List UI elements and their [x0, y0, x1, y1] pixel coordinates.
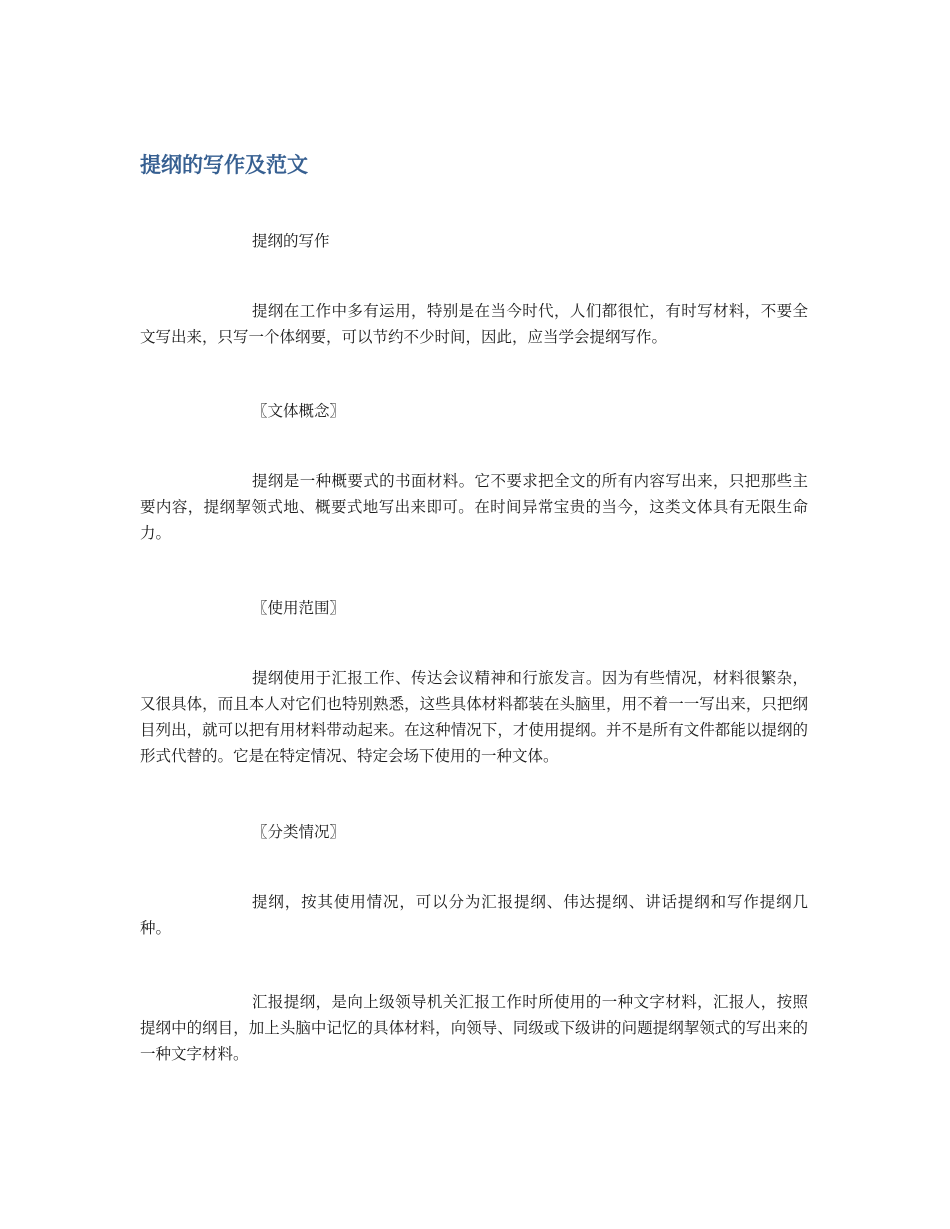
- section-heading-writing: 提纲的写作: [252, 232, 330, 250]
- page-title: 提纲的写作及范文: [140, 153, 308, 177]
- intro-paragraph: 提纲在工作中多有运用，特别是在当今时代，人们都很忙，有时写材料，不要全文写出来，只写一个体纲要，可以节约不少时间，因此，应当学会提纲写作。: [140, 302, 808, 346]
- section-heading-classification: 〖分类情况〗: [252, 823, 346, 841]
- section-heading-scope: 〖使用范围〗: [252, 599, 346, 617]
- section-heading-concept: 〖文体概念〗: [252, 402, 346, 420]
- report-outline-paragraph: 汇报提纲，是向上级领导机关汇报工作时所使用的一种文字材料，汇报人，按照提纲中的纲目，加上头脑中记忆的具体材料，向领导、同级或下级讲的问题提纲挈领式的写出来的一种文字材料。: [140, 993, 808, 1063]
- concept-paragraph: 提纲是一种概要式的书面材料。它不要求把全文的所有内容写出来，只把那些主要内容，提纲挈领式地、概要式地写出来即可。在时间异常宝贵的当今，这类文体具有无限生命力。: [140, 472, 808, 542]
- classification-paragraph: 提纲，按其使用情况，可以分为汇报提纲、伟达提纲、讲话提纲和写作提纲几种。: [140, 893, 808, 937]
- scope-paragraph: 提纲使用于汇报工作、传达会议精神和行旅发言。因为有些情况，材料很繁杂，又很具体，而且本人对它们也特别熟悉，这些具体材料都装在头脑里，用不着一一写出来，只把纲目列出，就可以把有用材料带动起来。在这种情况下，才使用提纲。并不是所有文件都能以提纲的形式代替的。它是在特定情况、特定会场下使用的一种文体。: [140, 669, 808, 765]
